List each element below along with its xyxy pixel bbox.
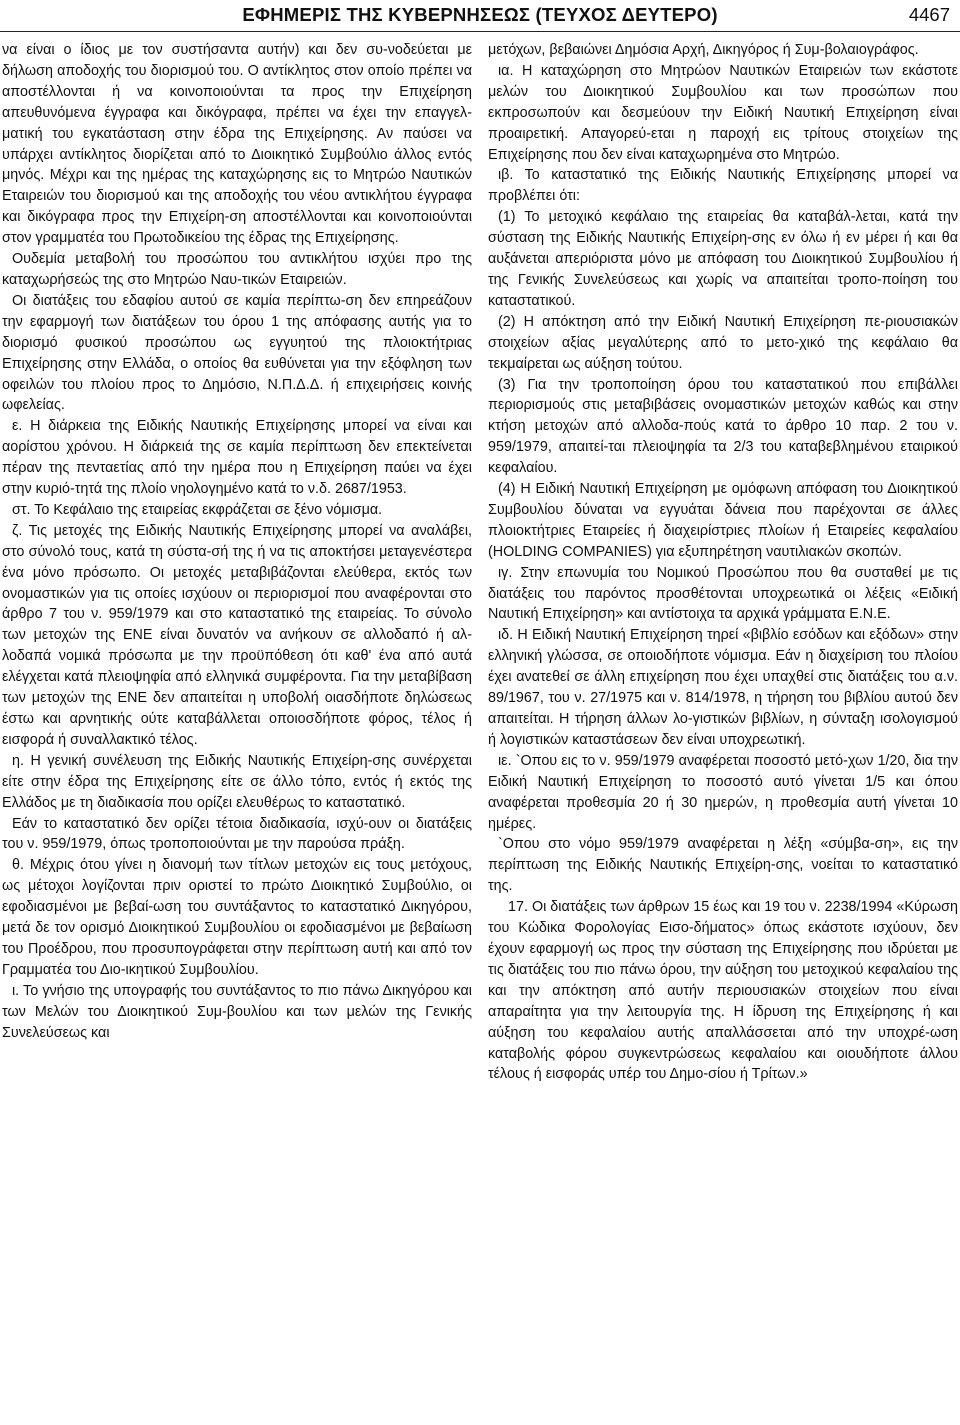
paragraph: (4) Η Ειδική Ναυτική Επιχείρηση με ομόφωνη απόφαση του Διοικητικού Συμβουλίου δύναται να εγγυάται δάνεια που παρέχονται σε άλλες πλοιοκτήτριες Εταιρείες ή διαχειρίστριες πλοίων ή Εταιρείες κεφαλαίου (HOLDING COMPANIES) για εξυπηρέτηση ναυτιλιακών σκοπών. [488, 481, 958, 560]
paragraph: μετόχων, βεβαιώνει Δημόσια Αρχή, Δικηγόρος ή Συμ-βολαιογράφος. [488, 42, 919, 58]
page-header [0, 0, 960, 34]
paragraph: στ. Το Κεφάλαιο της εταιρείας εκφράζεται σε ξένο νόμισμα. [12, 501, 383, 518]
paragraph: ιγ. Στην επωνυμία του Νομικού Προσώπου που θα συσταθεί με τις διατάξεις του παρόντος προσθέτονται υποχρεωτικά οι λέξεις «Ειδική Ναυτική Επιχείρηση» και αντίστοιχα τα αρχικά γράμματα Ε.Ν.Ε. [488, 564, 958, 623]
paragraph: ιε. `Οπου εις το ν. 959/1979 αναφέρεται ποσοστό μετό-χων 1/20, δια την Ειδική Ναυτική Επιχείρηση το ποσοστό αυτό γίνεται 1/5 και όπου αναφέρεται προθεσμία 20 ή 30 ημερών, η προθεσμία αυτή γίνεται 10 ημέρες. [488, 752, 958, 832]
paragraph: να είναι ο ίδιος με τον συστήσαντα αυτήν) και δεν συ-νοδεύεται με δήλωση αποδοχής του διορισμού του. Ο αντίκλητος στον οποίο πρέπει να αποστέλλονται ή να κοινοποιούνται τα προς την Επιχείρηση απευθυνόμενα έγγραφα και δικόγραφα, πρέπει να έχει την επαγγελ-ματική του εγκατάσταση στην έδρα της Επιχείρησης. Αν παύσει να υπάρχει αντίκλητος διορίζεται από το Διοικητικό Συμβούλιο άλλος εντός μηνός. Μέχρι και της ημέρας της καταχώρησης εις το Μητρώο Ναυτικών Εταιρειών του διορισμού και της αποδοχής του νέου αντικλήτου έγγραφα και δικόγραφα προς την Επιχείρη-ση αποστέλλονται και κοινοποιούνται στον γραμματέα του Πρωτοδικείου της έδρας της Επιχείρησης. [2, 42, 472, 247]
paragraph: Ουδεμία μεταβολή του προσώπου του αντικλήτου ισχύει προ της καταχωρήσεώς της στο Μητρώο Ναυ-τικών Εταιρειών. [2, 251, 472, 288]
paragraph: Εάν το καταστατικό δεν ορίζει τέτοια διαδικασία, ισχύ-ουν οι διατάξεις του ν. 959/1979, όπως τροποποιούνται με την παρούσα πράξη. [2, 815, 472, 853]
paragraph: 17. Οι διατάξεις των άρθρων 15 έως και 19 του ν. 2238/1994 «Κύρωση του Κώδικα Φορολογίας Εισο-δήματος» όπως εκάστοτε ισχύουν, δεν έχουν εφαρμογή ως προς την σύσταση της Επιχείρησης που ιδρύεται με τις διατάξεις του πιο πάνω όρου, την αύξηση του μετοχικού κεφαλαίου της και την απόκτηση από αυτήν περιουσιακών στοιχείων που είναι απαραίτητα για την λειτουργία της. Η ίδρυση της Επιχείρησης ή και αύξηση του κεφαλαίου αυτής απαλλάσσεται από την υποχρέ-ωση καταβολής φόρου συγκεντρώσεως κεφαλαίου και οιουδήποτε άλλου τέλους ή εισφοράς υπέρ του Δημο-σίου ή Τρίτων.» [488, 899, 958, 1083]
paragraph: ζ. Τις μετοχές της Ειδικής Ναυτικής Επιχείρησης μπορεί να αναλάβει, στο σύνολό τους, κατά τη σύστα-σή της ή να τις αποκτήσει μεταγενέστερα ένα μόνο πρόσωπο. Οι μετοχές μεταβιβάζονται ελεύθερα, εκτός των ονομαστικών για τις οποίες ισχύουν οι περιορισμοί που αναφέρονται στο άρθρο 7 του ν. 959/1979 και στο καταστατικό της εταιρείας. Το σύνολο των μετοχών της ΕΝΕ είναι δυνατόν να ανήκουν σε αλλοδαπό ή αλ-λοδαπά νομικά πρόσωπα με την προϋπόθεση ότι καθ' ένα από αυτά ελέγχεται κατά πλειοψηφία από ελληνικά συμφέροντα. Για την μεταβίβαση των μετοχών της ΕΝΕ δεν απαιτείται η υποβολή οιασδήποτε δηλώσεως έστω και αρνητικής ούτε καταβάλλεται οποιοσδήποτε φόρος, τέλος ή εισφορά ή συναλλακτικό τέλος. [2, 522, 472, 748]
paragraph: η. Η γενική συνέλευση της Ειδικής Ναυτικής Επιχείρη-σης συνέρχεται είτε στην έδρα της Επιχείρησης είτε σε άλλο τόπο, εντός ή εκτός της Ελλάδος με τη διαδικασία που ορίζει ελευθέρως το καταστατικό. [2, 752, 472, 811]
paragraph: ιβ. Το καταστατικό της Ειδικής Ναυτικής Επιχείρησης μπορεί να προβλέπει ότι: [488, 167, 958, 205]
paragraph: ια. Η καταχώρηση στο Μητρώον Ναυτικών Εταιρειών των εκάστοτε μελών του Διοικητικού Συμβουλίου και των προσώπων που εκπροσωπούν και δεσμεύουν την Ειδική Ναυτική Επιχείρηση είναι προαιρετική. Απαγορεύ-εται η παροχή εις τρίτους στοιχείων της Επιχείρησης που δεν είναι καταχωρημένα στο Μητρώο. [488, 62, 958, 163]
paragraph: (3) Για την τροποποίηση όρου του καταστατικού που επιβάλλει περιορισμούς στις μεταβιβάσεις ονομαστικών μετοχών καθώς και στην κτήση μετοχών από αλλοδα-πούς κατά το άρθρο 10 παρ. 2 του ν. 959/1979, απαιτεί-ται πλειοψηφία τα 2/3 του καταβεβλημένου εταιρικού κεφαλαίου. [488, 376, 958, 477]
header-rule [0, 31, 960, 32]
paragraph: θ. Μέχρις ότου γίνει η διανομή των τίτλων μετοχών εις τους μετόχους, ως μέτοχοι λογίζονται πριν οριστεί το πρώτο Διοικητικό Συμβούλιο, οι εφοδιασμένοι με βεβαί-ωση του συντάξαντος το καταστατικό Δικηγόρου, μετά δε τον ορισμό Διοικητικού Συμβουλίου οι εφοδιασμένοι με βεβαίωση του Προέδρου, που προσυπογράφεται στην περίπτωση αυτή και από τον Γραμματέα του Διο-ικητικού Συμβουλίου. [2, 857, 472, 978]
paragraph: Οι διατάξεις του εδαφίου αυτού σε καμία περίπτω-ση δεν επηρεάζουν την εφαρμογή των διατάξεων του όρου 1 της απόφασης αυτής για το διορισμό φυσικού προσώπου ως εγγυητού της πλοιοκτήτριας Επιχείρησης στην Ελλάδα, ο οποίος θα ευθύνεται για την εξόφληση των οφειλών του πλοίου προς το Δημόσιο, Ν.Π.Δ.Δ. ή επιχειρήσεις κοινής ωφελείας. [2, 292, 472, 414]
paragraph: `Οπου στο νόμο 959/1979 αναφέρεται η λέξη «σύμβα-ση», εις την περίπτωση της Ειδικής Ναυτικής Επιχείρη-σης, νοείται το καταστατικό της. [488, 836, 958, 895]
page-number: 4467 [908, 4, 950, 25]
right-column [488, 40, 958, 1085]
left-column [2, 40, 472, 1044]
paragraph: ι. Το γνήσιο της υπογραφής του συντάξαντος το πιο πάνω Δικηγόρου και των Μελών του Διοικητικού Συμ-βουλίου και των μελών της Γενικής Συνελεύσεως και [2, 982, 472, 1041]
paragraph: ιδ. Η Ειδική Ναυτική Επιχείρηση τηρεί «βιβλίο εσόδων και εξόδων» στην ελληνική γλώσσα, σε οποιοδήποτε νόμισμα. Εάν η διαχείριση του πλοίου έχει ανατεθεί σε άλλη επιχείρηση που έχει υπαχθεί στις διατάξεις του α.ν. 89/1967, του ν. 27/1975 και ν. 814/1978, η τήρηση του βιβλίου αυτού δεν απαιτείται. Η τήρηση άλλων λο-γιστικών βιβλίων, η σύνταξη ισολογισμού ή λογιστικών καταστάσεων δεν είναι υποχρεωτική. [488, 627, 958, 748]
paragraph: (1) Το μετοχικό κεφάλαιο της εταιρείας θα καταβάλ-λεται, κατά την σύσταση της Ειδικής Ναυτικής Επιχείρη-σης εν όλω ή εν μέρει ή και θα αυξάνεται απεριόριστα μόνο με απόφαση του Διοικητικού Συμβουλίου ή της Γενικής Συνελεύσεως και χωρίς να απαιτείται τροπο-ποίηση του καταστατικού. [488, 209, 958, 309]
paragraph: (2) Η απόκτηση από την Ειδική Ναυτική Επιχείρηση πε-ριουσιακών στοιχείων αξίας μεγαλύτερης από το μετο-χικό της κεφάλαιο θα τεκμαίρεται ως αύξηση τούτου. [488, 313, 958, 372]
paragraph: ε. Η διάρκεια της Ειδικής Ναυτικής Επιχείρησης μπορεί να είναι και αορίστου χρόνου. Η διάρκειά της σε καμία περίπτωση δεν επεκτείνεται πέραν της πενταετίας από την ημέρα που η Επιχείρηση παύει να έχει στην κυριό-τητά της πλοίο νηολογημένο κατά το ν.δ. 2687/1953. [2, 418, 472, 498]
gazette-title: ΕΦΗΜΕΡΙΣ ΤΗΣ ΚΥΒΕΡΝΗΣΕΩΣ (ΤΕΥΧΟΣ ΔΕΥΤΕΡΟ) [242, 4, 718, 25]
